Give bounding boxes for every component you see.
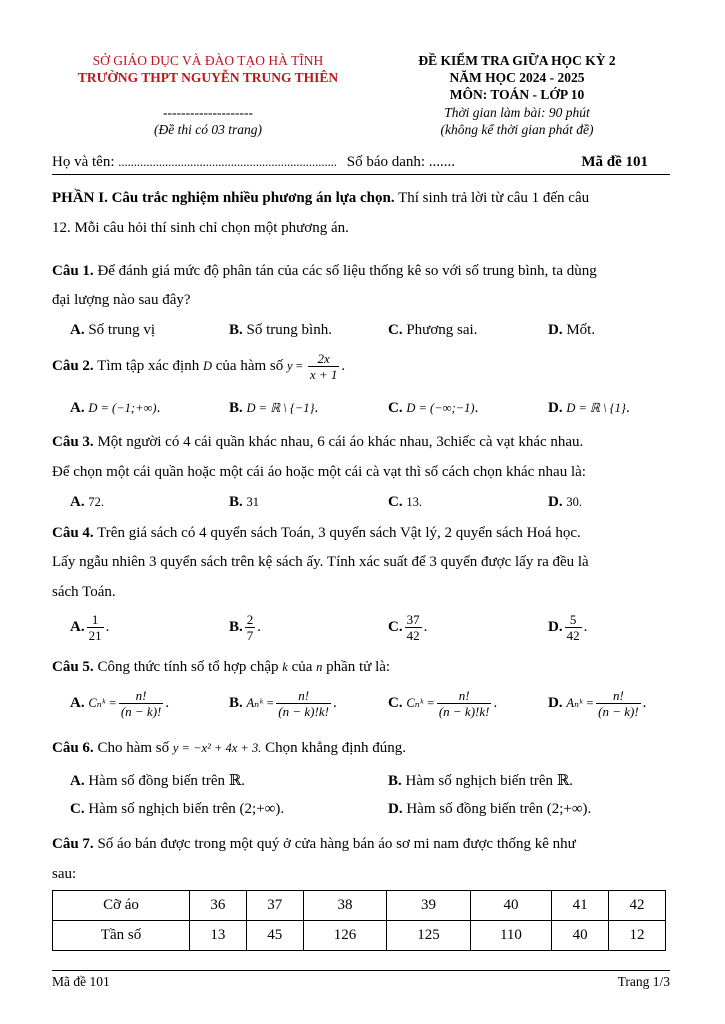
table-cell: 110 <box>470 921 552 951</box>
question-3 <box>52 434 583 451</box>
footer-divider <box>52 970 670 971</box>
q4-text-2: Lấy ngẫu nhiên 3 quyển sách trên kệ sách ấy. Tính xác suất để 3 quyển được lấy ra đều là <box>52 554 589 570</box>
q5-b-num: n! <box>298 688 310 703</box>
q5-option-d[interactable]: D. Aₙᵏ = $\frac{n!}{(n - k)!}$ . <box>548 688 647 719</box>
q3-option-a[interactable] <box>70 494 104 511</box>
table-cell: 125 <box>387 921 471 951</box>
letter-b: B. <box>388 773 402 789</box>
q6-c-text: Hàm số nghịch biến trên (2;+∞). <box>88 801 285 817</box>
letter-a: A. <box>70 322 85 338</box>
q1-text-1: Để đánh giá mức độ phân tán của các số liệu thống kê so với số trung bình, ta dùng <box>93 263 597 279</box>
q4-d-den: 42 <box>566 628 580 643</box>
letter-c: C. <box>388 618 403 635</box>
subject: MÔN: TOÁN - LỚP 10 <box>449 87 585 102</box>
q2-option-d[interactable]: D. D = ℝ \ {1}. <box>548 400 630 416</box>
shirt-size-table <box>52 890 666 951</box>
letter-c: C. <box>70 801 85 817</box>
table-cell: 39 <box>387 891 471 921</box>
letter-b: B. <box>229 322 243 338</box>
q2-text-b: của hàm số <box>212 357 287 374</box>
q3-option-c[interactable] <box>388 494 422 511</box>
q4-b-fraction <box>245 612 256 643</box>
q5-label: Câu 5. <box>52 659 94 675</box>
footer-exam-code: Mã đề 101 <box>52 974 110 989</box>
letter-b: B. <box>229 400 243 416</box>
q4-c-num: 37 <box>406 612 420 627</box>
q2-fx-num: 2x <box>317 351 330 366</box>
letter-d: D. <box>548 494 563 510</box>
q4-a-num: 1 <box>91 612 99 627</box>
table-cell: 41 <box>552 891 609 921</box>
q6-option-d[interactable] <box>388 801 591 818</box>
q5-text-a: Công thức tính số tổ hợp chập <box>93 659 283 675</box>
q1-label: Câu 1. <box>52 263 94 279</box>
q5-text-b: của <box>287 659 317 675</box>
q2-option-b[interactable]: B. D = ℝ \ {−1}. <box>229 400 319 416</box>
letter-a: A. <box>70 773 85 789</box>
q2-fraction <box>308 351 340 382</box>
table-header-frequency: Tần số <box>53 921 190 951</box>
part1-title: PHẦN I. Câu trắc nghiệm nhiều phương án lựa chọn. <box>52 190 395 206</box>
letter-c: C. <box>388 322 403 338</box>
question-1 <box>52 263 597 280</box>
letter-c: C. <box>388 694 403 711</box>
table-cell: 13 <box>190 921 247 951</box>
q5-d-lhs: Aₙᵏ = <box>566 695 595 710</box>
q3-text-2: Để chọn một cái quần hoặc một cái áo hoặc một cái cà vạt thì số cách chọn khác nhau là: <box>52 464 586 480</box>
q5-b-den: (n − k)!k! <box>278 704 329 719</box>
letter-a: A. <box>70 400 85 416</box>
q5-d-den: (n − k)! <box>598 704 639 719</box>
q6-formula: y = −x² + 4x + 3. <box>172 741 262 755</box>
table-cell: 40 <box>552 921 609 951</box>
q2-label: Câu 2. <box>52 357 94 374</box>
q5-option-b[interactable]: B. Aₙᵏ = $\frac{n!}{(n - k)!k!}$ . <box>229 688 337 719</box>
q2-fx-eq: = <box>292 358 306 373</box>
sbd-label: Số báo danh: ....... <box>346 154 456 170</box>
q4-c-fraction <box>405 612 422 643</box>
department-name: SỞ GIÁO DỤC VÀ ĐÀO TẠO HÀ TĨNH <box>92 53 324 68</box>
q5-a-num: n! <box>135 688 147 703</box>
q5-k: k <box>282 660 288 674</box>
q5-option-a[interactable]: A. Cₙᵏ = $\frac{n!}{(n - k)!}$ . <box>70 688 170 719</box>
table-row <box>53 921 666 951</box>
q4-a-den: 21 <box>88 628 102 643</box>
q1-option-a[interactable] <box>70 322 155 339</box>
table-cell: 40 <box>470 891 552 921</box>
school-name: TRƯỜNG THPT NGUYỄN TRUNG THIÊN <box>77 70 339 85</box>
question-4 <box>52 525 581 542</box>
q4-b-num: 2 <box>246 612 254 627</box>
question-6 <box>52 740 406 757</box>
q3-a-text: 72. <box>88 495 104 509</box>
q1-option-d[interactable] <box>548 322 595 339</box>
q1-c-text: Phương sai. <box>406 322 478 338</box>
q4-b-den: 7 <box>246 628 254 643</box>
q1-option-c[interactable] <box>388 322 477 339</box>
q6-option-a[interactable] <box>70 771 245 790</box>
q6-d-text: Hàm số đồng biến trên (2;+∞). <box>406 801 592 817</box>
q5-a-lhs: Cₙᵏ = <box>88 695 117 710</box>
q5-c-fraction <box>437 688 492 719</box>
part1-instructions <box>52 183 665 213</box>
question-2 <box>52 351 345 382</box>
q5-d-fraction <box>596 688 641 719</box>
table-header-size: Cỡ áo <box>53 891 190 921</box>
name-label: Họ và tên: <box>52 154 119 170</box>
q3-c-text: 13. <box>406 495 422 509</box>
q5-a-den: (n − k)! <box>120 704 162 719</box>
q6-b-text: Hàm số nghịch biến trên ℝ. <box>405 773 573 789</box>
pages-note: (Đề thi có 03 trang) <box>154 122 262 137</box>
table-row <box>53 891 666 921</box>
q4-text-1: Trên giá sách có 4 quyển sách Toán, 3 quyển sách Vật lý, 2 quyển sách Hoá học. <box>93 525 581 541</box>
question-5 <box>52 659 390 676</box>
q6-text-a: Cho hàm số <box>93 740 173 756</box>
letter-b: B. <box>229 694 243 711</box>
q2-b-text: D = ℝ \ {−1} <box>246 401 315 415</box>
letter-d: D. <box>548 322 563 338</box>
q1-a-text: Số trung vị <box>88 322 156 338</box>
exam-code: Mã đề 101 <box>581 154 648 170</box>
letter-c: C. <box>388 400 403 416</box>
question-7 <box>52 836 576 853</box>
q4-text-3: sách Toán. <box>52 584 116 600</box>
q3-b-text: 31 <box>246 495 260 509</box>
q4-d-fraction <box>565 612 582 643</box>
letter-a: A. <box>70 618 85 635</box>
letter-d: D. <box>548 400 563 416</box>
table-cell: 12 <box>609 921 666 951</box>
letter-a: A. <box>70 694 85 711</box>
q2-option-c[interactable]: C. D = (−∞;−1). <box>388 400 479 416</box>
q5-a-fraction <box>119 688 164 719</box>
q6-text-b: Chọn khẳng định đúng. <box>261 740 406 756</box>
q1-b-text: Số trung bình. <box>246 322 332 338</box>
q6-option-b[interactable] <box>388 771 573 790</box>
q3-text-1: Một người có 4 cái quần khác nhau, 6 cái áo khác nhau, 3chiếc cà vạt khác nhau. <box>93 434 584 450</box>
letter-c: C. <box>388 494 403 510</box>
q4-a-fraction <box>87 612 104 643</box>
q1-option-b[interactable] <box>229 322 332 339</box>
exam-title: ĐỀ KIỂM TRA GIỮA HỌC KỲ 2 <box>418 53 616 68</box>
q1-d-text: Mốt. <box>566 322 596 338</box>
q2-var: D <box>202 358 213 373</box>
q2-fx-end: . <box>341 357 346 374</box>
q2-option-a[interactable]: A. D = (−1;+∞). <box>70 400 161 416</box>
time-note: (không kể thời gian phát đề) <box>440 122 594 137</box>
q4-option-a[interactable]: A. $\frac{1}{21}$ . <box>70 612 110 643</box>
school-year: NĂM HỌC 2024 - 2025 <box>449 70 585 85</box>
q2-text-a: Tìm tập xác định <box>93 357 203 374</box>
q6-label: Câu 6. <box>52 740 94 756</box>
q2-fx-y: y <box>287 358 293 373</box>
table-cell: 38 <box>303 891 387 921</box>
q2-c-text: D = (−∞;−1) <box>406 401 475 415</box>
q7-text-2: sau: <box>52 866 77 882</box>
q3-label: Câu 3. <box>52 434 94 450</box>
letter-d: D. <box>388 801 403 817</box>
q5-d-num: n! <box>612 688 624 703</box>
letter-b: B. <box>229 494 243 510</box>
q5-c-num: n! <box>458 688 470 703</box>
q5-b-lhs: Aₙᵏ = <box>246 695 275 710</box>
footer-page-number: Trang 1/3 <box>617 974 670 989</box>
q1-text-2: đại lượng nào sau đây? <box>52 292 191 308</box>
q5-b-fraction <box>276 688 331 719</box>
table-cell: 45 <box>246 921 303 951</box>
q2-d-text: D = ℝ \ {1} <box>566 401 626 415</box>
q4-option-c[interactable]: C. $\frac{37}{42}$ . <box>388 612 428 643</box>
q4-label: Câu 4. <box>52 525 94 541</box>
q2-a-text: D = (−1;+∞) <box>88 401 157 415</box>
letter-d: D. <box>548 694 563 711</box>
q7-text-1: Số áo bán được trong một quý ở cửa hàng bán áo sơ mi nam được thống kê như <box>93 836 576 852</box>
table-cell: 37 <box>246 891 303 921</box>
q4-d-num: 5 <box>569 612 577 627</box>
table-cell: 126 <box>303 921 387 951</box>
q2-fx-den: x + 1 <box>309 367 338 382</box>
q3-option-d[interactable] <box>548 494 582 511</box>
time-limit: Thời gian làm bài: 90 phút <box>444 105 590 120</box>
q7-label: Câu 7. <box>52 836 94 852</box>
q3-option-b[interactable] <box>229 494 259 511</box>
q5-c-lhs: Cₙᵏ = <box>406 695 435 710</box>
name-dots: ...................................................................... <box>118 155 337 169</box>
q4-option-d[interactable]: D. $\frac{5}{42}$ . <box>548 612 588 643</box>
table-cell: 42 <box>609 891 666 921</box>
q5-n: n <box>316 660 323 674</box>
q5-text-c: phần tử là: <box>322 659 391 675</box>
letter-a: A. <box>70 494 85 510</box>
letter-d: D. <box>548 618 563 635</box>
letter-b: B. <box>229 618 243 635</box>
q4-c-den: 42 <box>406 628 420 643</box>
part1-instruction-1: Thí sinh trả lời từ câu 1 đến câu <box>394 190 590 206</box>
q5-c-den: (n − k)!k! <box>438 704 490 719</box>
part1-instruction-2: 12. Mỗi câu hỏi thí sinh chỉ chọn một phương án. <box>52 220 349 236</box>
table-cell: 36 <box>190 891 247 921</box>
header-dashes: -------------------- <box>163 105 253 120</box>
q3-d-text: 30. <box>566 495 582 509</box>
q4-option-b[interactable]: B. $\frac{2}{7}$ . <box>229 612 262 643</box>
q6-a-text: Hàm số đồng biến trên ℝ. <box>88 773 245 789</box>
q6-option-c[interactable] <box>70 801 284 818</box>
student-info-line <box>52 154 670 175</box>
q5-option-c[interactable]: C. Cₙᵏ = $\frac{n!}{(n - k)!k!}$ . <box>388 688 498 719</box>
